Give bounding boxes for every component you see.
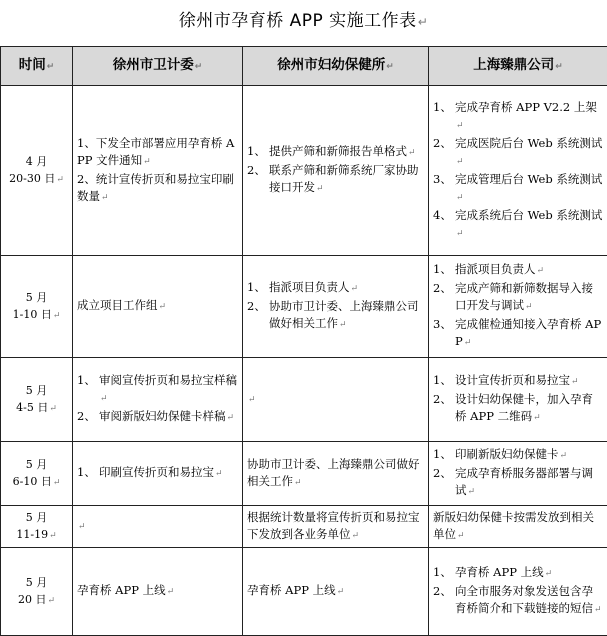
paragraph-mark-icon: ↵ — [386, 61, 394, 72]
paragraph-mark-icon: ↵ — [226, 413, 235, 423]
item-text: 完成医院后台 Web 系统测试 — [455, 135, 603, 150]
cell-item — [77, 372, 238, 408]
item-text: 孕育桥 APP 上线 — [455, 565, 544, 579]
item-text: 设计宣传折页和易拉宝 — [455, 373, 570, 387]
table-row — [1, 506, 607, 548]
cell-item — [247, 456, 424, 492]
item-number: 2、 — [433, 392, 452, 406]
cell-item — [247, 162, 424, 198]
date-text: 5 月 — [25, 457, 48, 471]
paragraph-mark-icon: ↵ — [536, 266, 545, 276]
item-number: 3、 — [433, 171, 452, 186]
date-line — [5, 473, 68, 492]
date-line — [5, 289, 68, 306]
paragraph-mark-icon: ↵ — [52, 310, 61, 321]
paragraph-mark-icon: ↵ — [533, 413, 541, 423]
cell-item — [247, 279, 424, 298]
header-wjw: 徐州市卫计委↵ — [73, 47, 243, 86]
paragraph-mark-icon: ↵ — [456, 156, 464, 167]
item-number: 2、 — [433, 584, 452, 598]
paragraph-mark-icon: ↵ — [417, 15, 429, 29]
table-row — [1, 442, 607, 506]
date-text: 5 月 — [25, 575, 48, 589]
date-line — [5, 509, 68, 526]
paragraph-mark-icon: ↵ — [47, 595, 56, 606]
paragraph-mark-icon: ↵ — [544, 569, 553, 579]
paragraph-mark-icon: ↵ — [457, 530, 465, 541]
cell-date — [1, 86, 73, 256]
item-text: 提供产筛和新筛报告单格式 — [269, 144, 407, 158]
cell-zd — [429, 358, 607, 442]
date-text: 11-19 — [16, 527, 49, 541]
item-text: 指派项目负责人 — [455, 262, 536, 276]
cell-item — [433, 207, 603, 243]
cell-item — [433, 583, 603, 619]
document-title — [0, 6, 607, 36]
item-text: 根据统计数量将宣传折页和易拉宝下发放到各业务单位 — [247, 509, 420, 541]
paragraph-mark-icon: ↵ — [158, 302, 167, 312]
paragraph-mark-icon: ↵ — [78, 522, 86, 532]
cell-date — [1, 506, 73, 548]
item-number: 2、 — [433, 466, 452, 480]
cell-wjw — [73, 548, 243, 636]
paragraph-mark-icon: ↵ — [571, 377, 579, 387]
cell-item — [433, 446, 603, 465]
paragraph-mark-icon: ↵ — [294, 477, 302, 488]
work-schedule-table — [0, 46, 607, 636]
paragraph-mark-icon: ↵ — [194, 61, 203, 72]
item-number: 3、 — [433, 317, 452, 331]
cell-item — [433, 372, 603, 391]
date-line — [5, 306, 68, 325]
paragraph-mark-icon: ↵ — [52, 477, 61, 488]
item-number: 1、 — [433, 262, 452, 276]
item-number: 2、 — [433, 135, 452, 150]
cell-date — [1, 358, 73, 442]
item-text: 完成产筛和新筛数据导入接口开发与调试 — [455, 281, 593, 312]
item-text: 成立项目工作组 — [77, 298, 158, 312]
paragraph-mark-icon: ↵ — [101, 192, 109, 203]
cell-item — [433, 171, 603, 207]
paragraph-mark-icon: ↵ — [100, 394, 108, 404]
cell-item — [433, 564, 603, 583]
cell-item — [247, 298, 424, 334]
cell-wjw — [73, 442, 243, 506]
item-number: 1、 — [247, 280, 266, 294]
item-text: 1、下发全市部署应用孕育桥 APP 文件通知 — [77, 135, 235, 167]
table-row — [1, 358, 607, 442]
item-text: 联系产筛和新筛系统厂家协助接口开发 — [269, 163, 419, 194]
cell-item — [433, 99, 603, 135]
cell-item — [77, 464, 238, 483]
paragraph-mark-icon: ↵ — [143, 156, 151, 167]
cell-fybj — [243, 358, 429, 442]
item-number: 2、 — [247, 163, 266, 177]
item-number: 1、 — [77, 373, 96, 387]
item-text: 完成管理后台 Web 系统测试 — [455, 171, 603, 186]
paragraph-mark-icon: ↵ — [467, 487, 476, 497]
table-header-row — [1, 47, 607, 86]
item-number: 2、 — [247, 299, 266, 313]
item-text: 新版妇幼保健卡按需发放到相关单位 — [433, 509, 594, 541]
paragraph-mark-icon: ↵ — [215, 469, 223, 479]
cell-item — [247, 509, 424, 545]
cell-item — [247, 143, 424, 162]
cell-wjw — [73, 506, 243, 548]
item-number: 1、 — [433, 447, 452, 461]
item-number: 1、 — [433, 565, 452, 579]
item-text: 指派项目负责人 — [269, 280, 350, 294]
date-line — [5, 456, 68, 473]
cell-item — [433, 316, 603, 352]
cell-item — [433, 509, 603, 545]
item-text: 协助市卫计委、上海臻鼎公司做好相关工作 — [269, 299, 419, 330]
date-text: 5 月 — [25, 383, 48, 397]
cell-zd — [429, 506, 607, 548]
cell-date — [1, 548, 73, 636]
date-text: 4-5 日 — [16, 400, 49, 414]
item-number: 1、 — [433, 99, 452, 114]
item-text: 印刷宣传折页和易拉宝 — [99, 465, 214, 479]
paragraph-mark-icon: ↵ — [456, 228, 464, 239]
paragraph-mark-icon: ↵ — [166, 587, 175, 597]
cell-item — [433, 261, 603, 280]
item-text: 印刷新版妇幼保健卡 — [455, 447, 559, 461]
cell-date — [1, 442, 73, 506]
date-line — [5, 574, 68, 591]
cell-item — [433, 280, 603, 316]
item-number: 2、 — [77, 409, 96, 423]
cell-fybj — [243, 506, 429, 548]
cell-fybj — [243, 548, 429, 636]
item-text: 审阅宣传折页和易拉宝样稿 — [99, 373, 237, 387]
cell-zd — [429, 442, 607, 506]
cell-item — [433, 135, 603, 171]
paragraph-mark-icon: ↵ — [316, 184, 324, 194]
date-line — [5, 153, 68, 170]
item-text: 完成催检通知接入孕育桥 APP — [455, 317, 602, 348]
title-text: 徐州市孕育桥 APP 实施工作表 — [178, 11, 417, 31]
header-fybj: 徐州市妇幼保健所↵ — [243, 47, 429, 86]
date-text: 6-10 日 — [12, 474, 52, 488]
cell-date — [1, 256, 73, 358]
date-line — [5, 591, 68, 610]
cell-fybj — [243, 86, 429, 256]
cell-fybj — [243, 442, 429, 506]
item-text: 2、统计宣传折页和易拉宝印刷数量 — [77, 171, 234, 203]
date-line — [5, 399, 68, 418]
cell-wjw — [73, 256, 243, 358]
cell-item — [433, 391, 603, 427]
cell-fybj — [243, 256, 429, 358]
cell-zd — [429, 256, 607, 358]
table-row — [1, 256, 607, 358]
cell-item — [77, 582, 238, 601]
paragraph-mark-icon: ↵ — [408, 148, 416, 158]
cell-wjw — [73, 358, 243, 442]
cell-zd — [429, 86, 607, 256]
date-line — [5, 170, 68, 189]
table-row — [1, 86, 607, 256]
cell-item — [77, 171, 238, 207]
paragraph-mark-icon: ↵ — [56, 174, 64, 185]
paragraph-mark-icon: ↵ — [49, 530, 57, 541]
item-number: 1、 — [433, 373, 452, 387]
date-text: 4 月 — [25, 154, 48, 168]
paragraph-mark-icon: ↵ — [248, 395, 256, 405]
date-text: 20-30 日 — [9, 171, 56, 185]
cell-item — [77, 135, 238, 171]
item-number: 1、 — [77, 465, 96, 479]
date-text: 20 日 — [17, 592, 47, 606]
date-text: 5 月 — [25, 290, 48, 304]
paragraph-mark-icon: ↵ — [525, 302, 533, 312]
item-text: 完成孕育桥 APP V2.2 上架 — [455, 99, 597, 114]
header-zd: 上海臻鼎公司↵ — [429, 47, 607, 86]
paragraph-mark-icon: ↵ — [336, 587, 345, 597]
item-number: 4、 — [433, 207, 452, 222]
item-text: 审阅新版妇幼保健卡样稿 — [99, 409, 226, 423]
table-row — [1, 548, 607, 636]
paragraph-mark-icon: ↵ — [555, 61, 563, 72]
item-text: 孕育桥 APP 上线 — [77, 583, 166, 597]
paragraph-mark-icon: ↵ — [49, 403, 57, 414]
cell-item — [247, 582, 424, 601]
paragraph-mark-icon: ↵ — [463, 338, 472, 348]
cell-wjw — [73, 86, 243, 256]
item-text: 设计妇幼保健卡，加入孕育桥 APP 二维码 — [455, 392, 593, 423]
header-time: 时间↵ — [1, 47, 73, 86]
cell-zd — [429, 548, 607, 636]
item-text: 向全市服务对象发送包含孕育桥简介和下载链接的短信 — [455, 584, 593, 615]
item-number: 1、 — [247, 144, 266, 158]
item-number: 2、 — [433, 281, 452, 295]
item-text: 完成系统后台 Web 系统测试 — [455, 207, 603, 222]
date-line — [5, 382, 68, 399]
item-text: 完成孕育桥服务器部署与调试 — [455, 466, 593, 497]
cell-item — [77, 408, 238, 427]
date-text: 5 月 — [25, 510, 48, 524]
date-line — [5, 526, 68, 545]
paragraph-mark-icon: ↵ — [351, 530, 360, 541]
cell-item — [77, 297, 238, 316]
paragraph-mark-icon: ↵ — [559, 451, 568, 461]
item-text: 协助市卫计委、上海臻鼎公司做好相关工作 — [247, 456, 420, 488]
item-text: 孕育桥 APP 上线 — [247, 583, 336, 597]
paragraph-mark-icon: ↵ — [350, 284, 359, 294]
cell-item — [433, 465, 603, 501]
paragraph-mark-icon: ↵ — [456, 192, 464, 203]
date-text: 1-10 日 — [12, 307, 52, 321]
paragraph-mark-icon: ↵ — [456, 120, 464, 131]
paragraph-mark-icon: ↵ — [339, 320, 347, 330]
paragraph-mark-icon: ↵ — [594, 605, 602, 615]
paragraph-mark-icon: ↵ — [46, 61, 55, 72]
